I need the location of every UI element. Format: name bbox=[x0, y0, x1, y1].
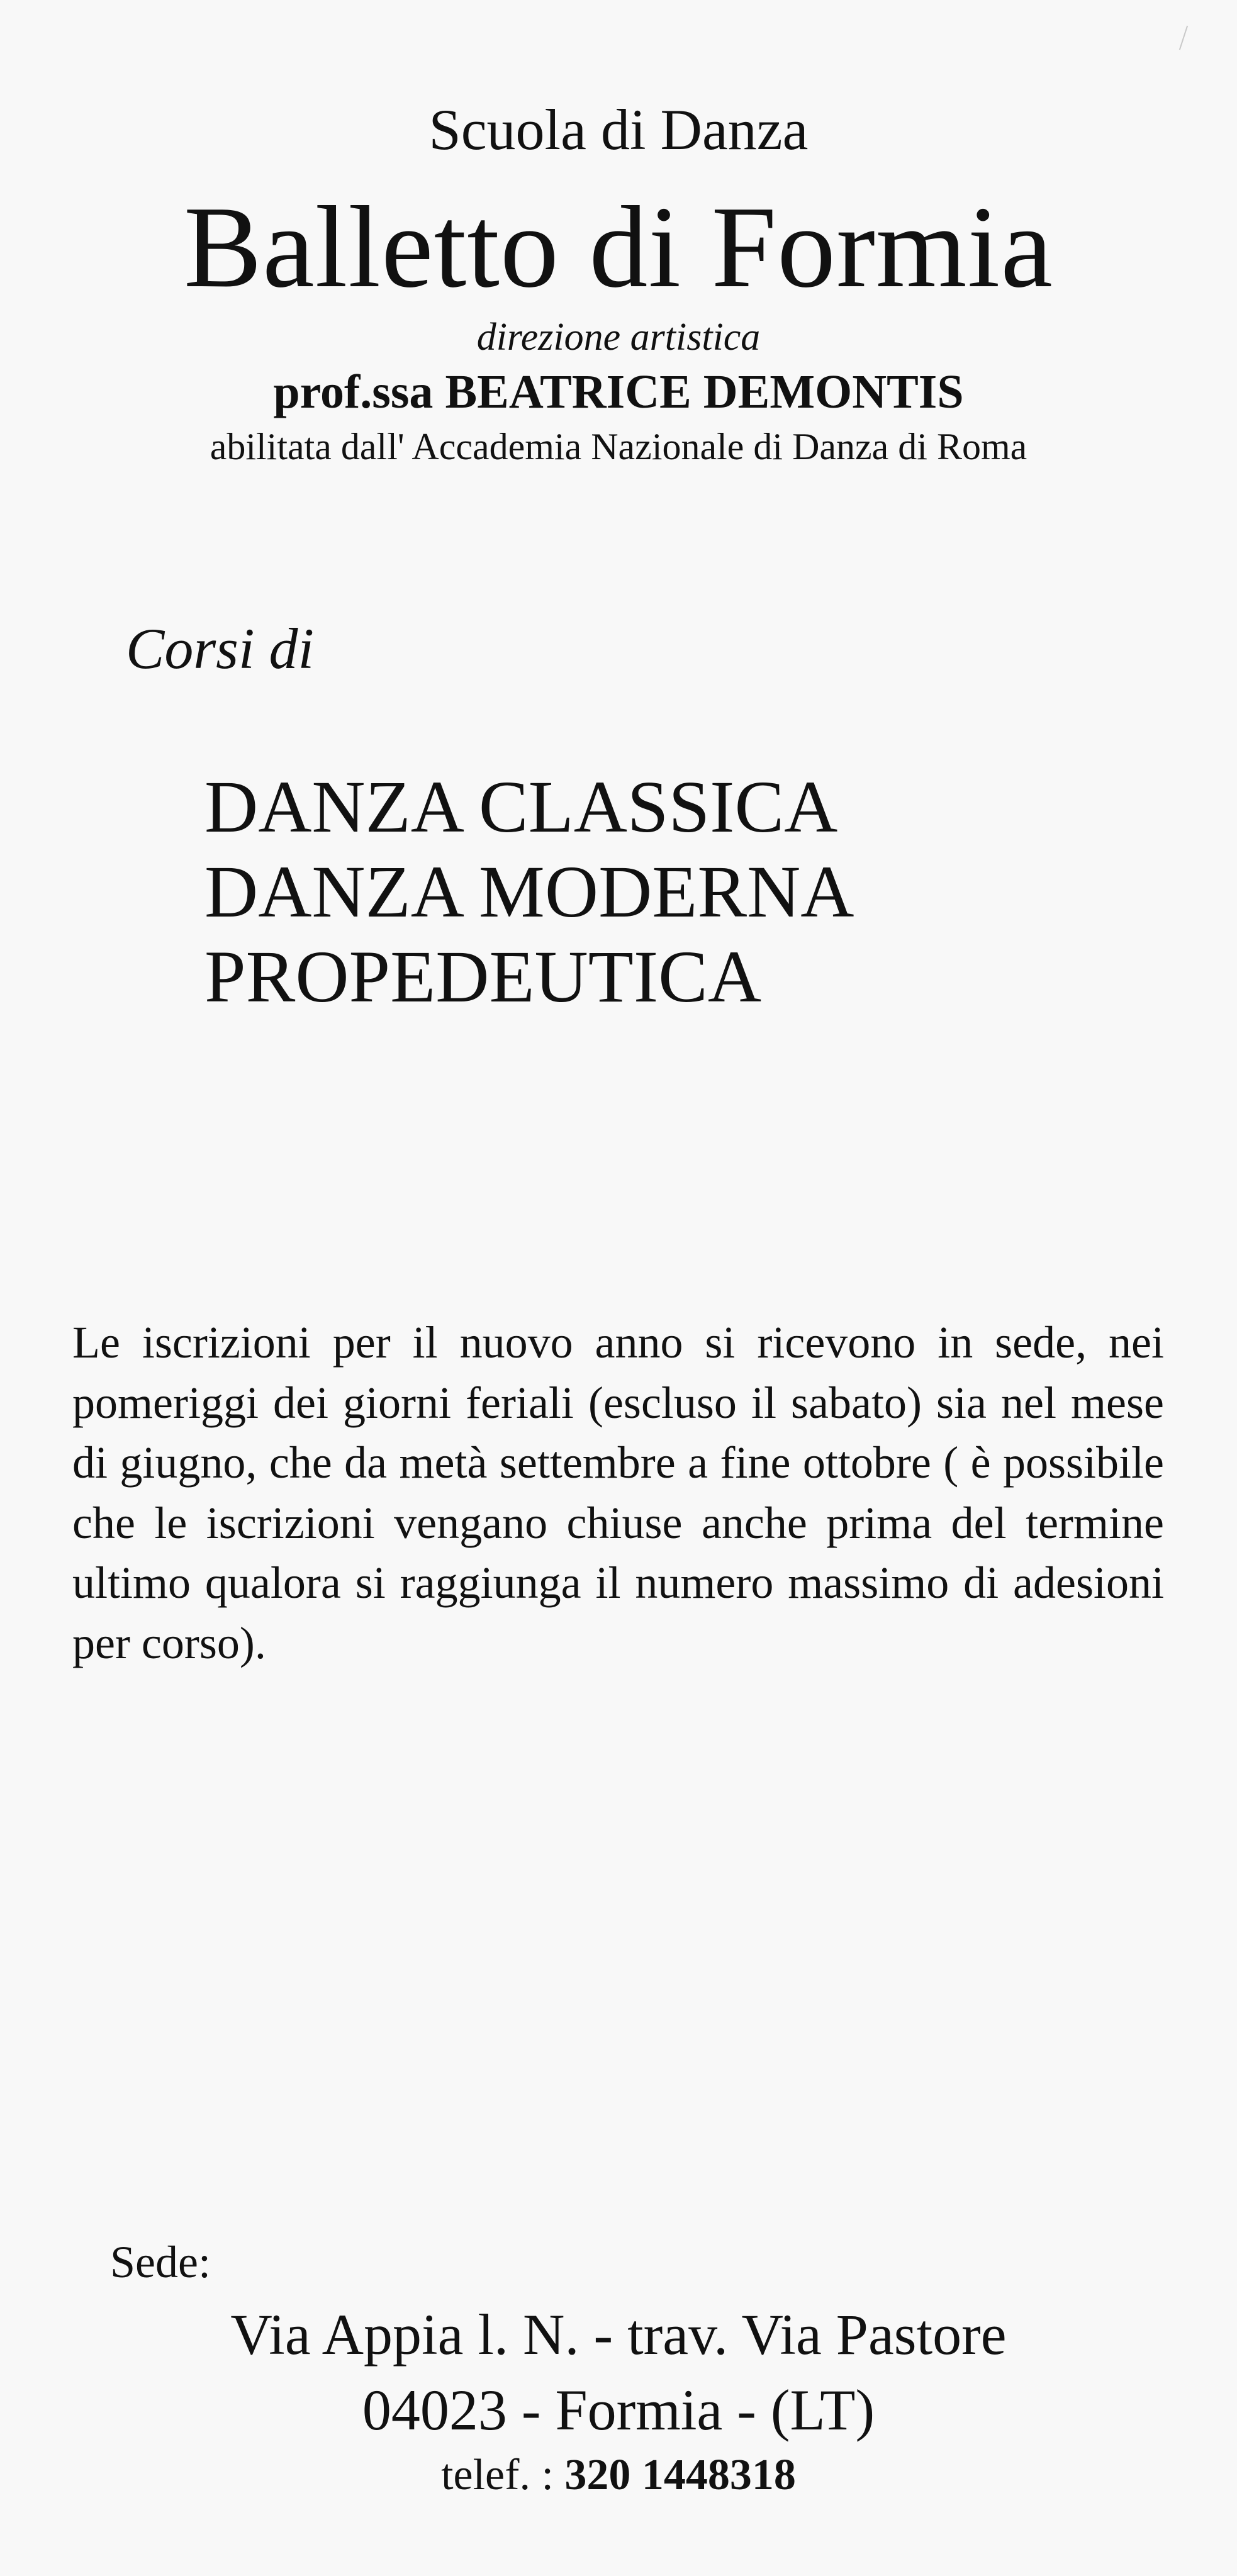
course-list bbox=[204, 764, 854, 1019]
qualification: abilitata dall' Accademia Nazionale di Danza di Roma bbox=[210, 426, 1027, 467]
school-name: Balletto di Formia bbox=[184, 182, 1053, 312]
enrollment-text: Le iscrizioni per il nuovo anno si ricevono in sede, nei pomeriggi dei giorni feriali (escluso il sabato) sia nel mese di giugno, che da metà settembre a fine ottobre ( è possibile che le iscrizioni vengano chiuse anche prima del termine ultimo qualora si raggiunga il numero massimo di adesioni per corso). bbox=[72, 1317, 1164, 1668]
phone-label: telef. : bbox=[441, 2451, 554, 2499]
director-title: prof.ssa bbox=[273, 365, 434, 418]
course-item: PROPEDEUTICA bbox=[204, 935, 762, 1018]
school-prefix: Scuola di Danza bbox=[428, 98, 809, 162]
venue-address: Via Appia l. N. - trav. Via Pastore bbox=[230, 2302, 1007, 2367]
phone-line bbox=[0, 2453, 1237, 2497]
director-name: BEATRICE DEMONTIS bbox=[445, 365, 964, 418]
course-item: DANZA CLASSICA bbox=[204, 766, 838, 848]
phone-number: 320 1448318 bbox=[564, 2451, 796, 2499]
venue-city: 04023 - Formia - (LT) bbox=[362, 2378, 875, 2442]
course-item: DANZA MODERNA bbox=[204, 850, 854, 933]
courses-intro: Corsi di bbox=[126, 616, 315, 681]
director-line bbox=[0, 365, 1237, 418]
venue-label: Sede: bbox=[110, 2237, 211, 2287]
direction-label: direzione artistica bbox=[476, 316, 761, 359]
scan-mark bbox=[1179, 26, 1188, 50]
